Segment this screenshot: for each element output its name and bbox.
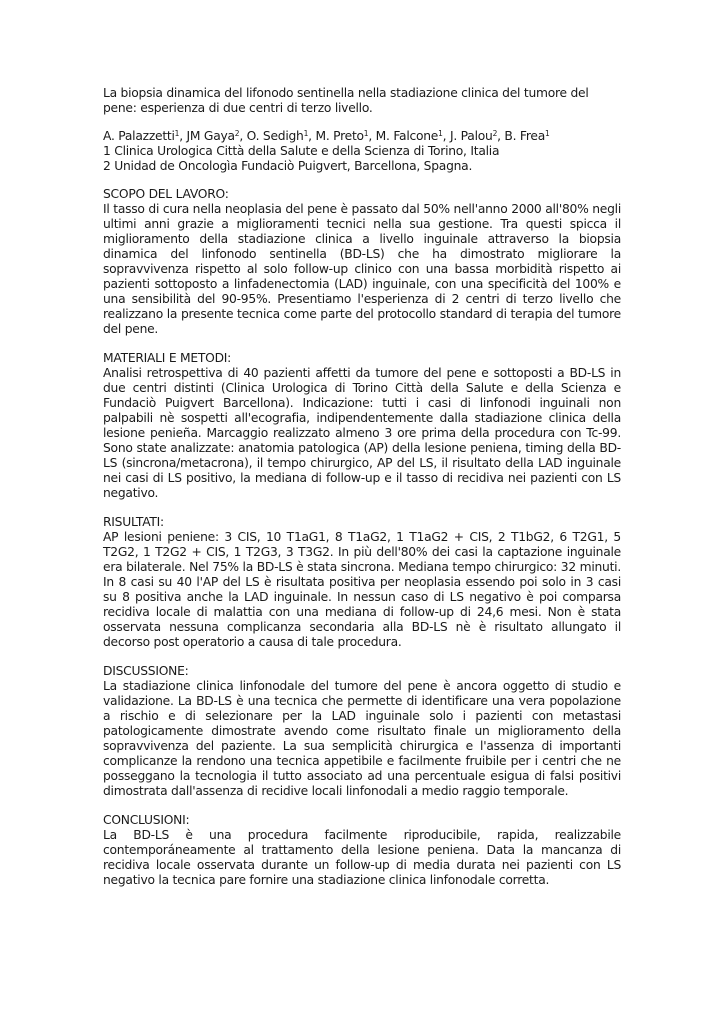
author: JM Gaya$^2$ — [186, 129, 240, 143]
section-heading: CONCLUSIONI: — [103, 813, 190, 827]
author: J. Palou$^2$ — [449, 129, 498, 143]
affiliation-2: 2 Unidad de Oncologìa Fundaciò Puigvert, Barcellona, Spagna. — [103, 159, 473, 173]
section-materiali-metodi — [103, 351, 621, 501]
author: A. Palazzetti$^1$ — [103, 129, 180, 143]
author: M. Falcone$^1$ — [375, 129, 443, 143]
author: B. Frea$^1$ — [504, 129, 550, 143]
section-body: La stadiazione clinica linfonodale del tumore del pene è ancora oggetto di studio e validazione. La BD-LS è una tecnica che permette di identificare una vera popolazione a rischio e di selezionare per la LAD inguinale solo i pazienti con metastasi patologicamente dimostrate avendo come risultato finale un miglioramento della sopravvivenza del paziente. La sua semplicità chirurgica e l'assenza di importanti complicanze la rendono una tecnica appetibile e facilmente fruibile per i centri che ne posseggano la tecnologia il tutto associato ad una percentuale esigua di falsi positivi dimostrata dall'assenza di recidive locali linfonodali a medio raggio temporale. — [103, 679, 621, 798]
section-heading: SCOPO DEL LAVORO: — [103, 187, 229, 201]
affiliation-1: 1 Clinica Urologica Città della Salute e della Scienza di Torino, Italia — [103, 144, 500, 158]
abstract-page — [103, 86, 621, 902]
section-scopo — [103, 187, 621, 337]
section-body: Il tasso di cura nella neoplasia del pene è passato dal 50% nell'anno 2000 all'80% negli ultimi anni grazie a miglioramenti tecnici nella sua gestione. Tra questi spicca il miglioramento della stadiazione clinica a livello inguinale attraverso la biopsia dinamica del linfonodo sentinella (BD-LS) che ha dimostrato migliorare la sopravvivenza rispetto al solo follow-up clinico con una bassa morbidità rispetto ai pazienti sottoposto a linfadenectomia (LAD) inguinale, con una specificità del 100% e una sensibilità del 90-95%. Presentiamo l'esperienza di 2 centri di terzo livello che realizzano la presente tecnica come parte del protocollo standard di terapia del tumore del pene. — [103, 202, 621, 336]
affiliations — [103, 144, 621, 174]
section-body: La BD-LS è una procedura facilmente riproducibile, rapida, realizzabile contemporáneamente al trattamento della lesione peniena. Data la mancanza di recidiva locale osservata durante un follow-up di media durata nei pazienti con LS negativo la tecnica pare fornire una stadiazione clinica linfonodale corretta. — [103, 828, 621, 887]
section-discussione — [103, 664, 621, 799]
author-list: A. Palazzetti$^1$, JM Gaya$^2$, O. Sedigh$^1$, M. Preto$^1$, M. Falcone$^1$, J. Palou$^2$, B. Frea$^1$ — [103, 129, 550, 143]
author: M. Preto$^1$ — [315, 129, 369, 143]
section-heading: MATERIALI E METODI: — [103, 351, 232, 365]
section-risultati — [103, 515, 621, 650]
section-conclusioni — [103, 813, 621, 888]
section-body: AP lesioni peniene: 3 CIS, 10 T1aG1, 8 T1aG2, 1 T1aG2 + CIS, 2 T1bG2, 6 T2G1, 5 T2G2, 1 T2G2 + CIS, 1 T2G3, 3 T3G2. In più dell'80% dei casi la captazione inguinale era bilaterale. Nel 75% la BD-LS è stata sincrona. Mediana tempo chirurgico: 32 minuti. In 8 casi su 40 l'AP del LS è risultata positiva per neoplasia essendo poi solo in 3 casi su 8 positiva anche la LAD inguinale. In nessun caso di LS negativo è poi comparsa recidiva locale di malattia con una mediana di follow-up di 24,6 mesi. Non è stata osservata nessuna complicanza secondaria alla BD-LS nè è risultato allungato il decorso post operatorio a causa di tale procedura. — [103, 530, 621, 649]
section-heading: RISULTATI: — [103, 515, 164, 529]
section-body: Analisi retrospettiva di 40 pazienti affetti da tumore del pene e sottoposti a BD-LS in due centri distinti (Clinica Urologica di Torino Città della Salute e della Scienza e Fundaciò Puigvert Barcellona). Indicazione: tutti i casi di linfonodi inguinali non palpabili nè sospetti all'ecografia, indipendentemente dalla stadiazione clinica della lesione penieña. Marcaggio realizzato almeno 3 ore prima della procedura con Tc-99. Sono state analizzate: anatomia patologica (AP) della lesione peniena, timing della BD-LS (sincrona/metacrona), il tempo chirurgico, AP del LS, il risultato della LAD inguinale nei casi di LS positivo, la mediana di follow-up e il tasso di recidiva nei pazienti con LS negativo. — [103, 366, 621, 500]
abstract-title: La biopsia dinamica del lifonodo sentinella nella stadiazione clinica del tumore del pene: esperienza di due centri di terzo livello. — [103, 86, 589, 115]
section-heading: DISCUSSIONE: — [103, 664, 189, 678]
author: O. Sedigh$^1$ — [246, 129, 309, 143]
